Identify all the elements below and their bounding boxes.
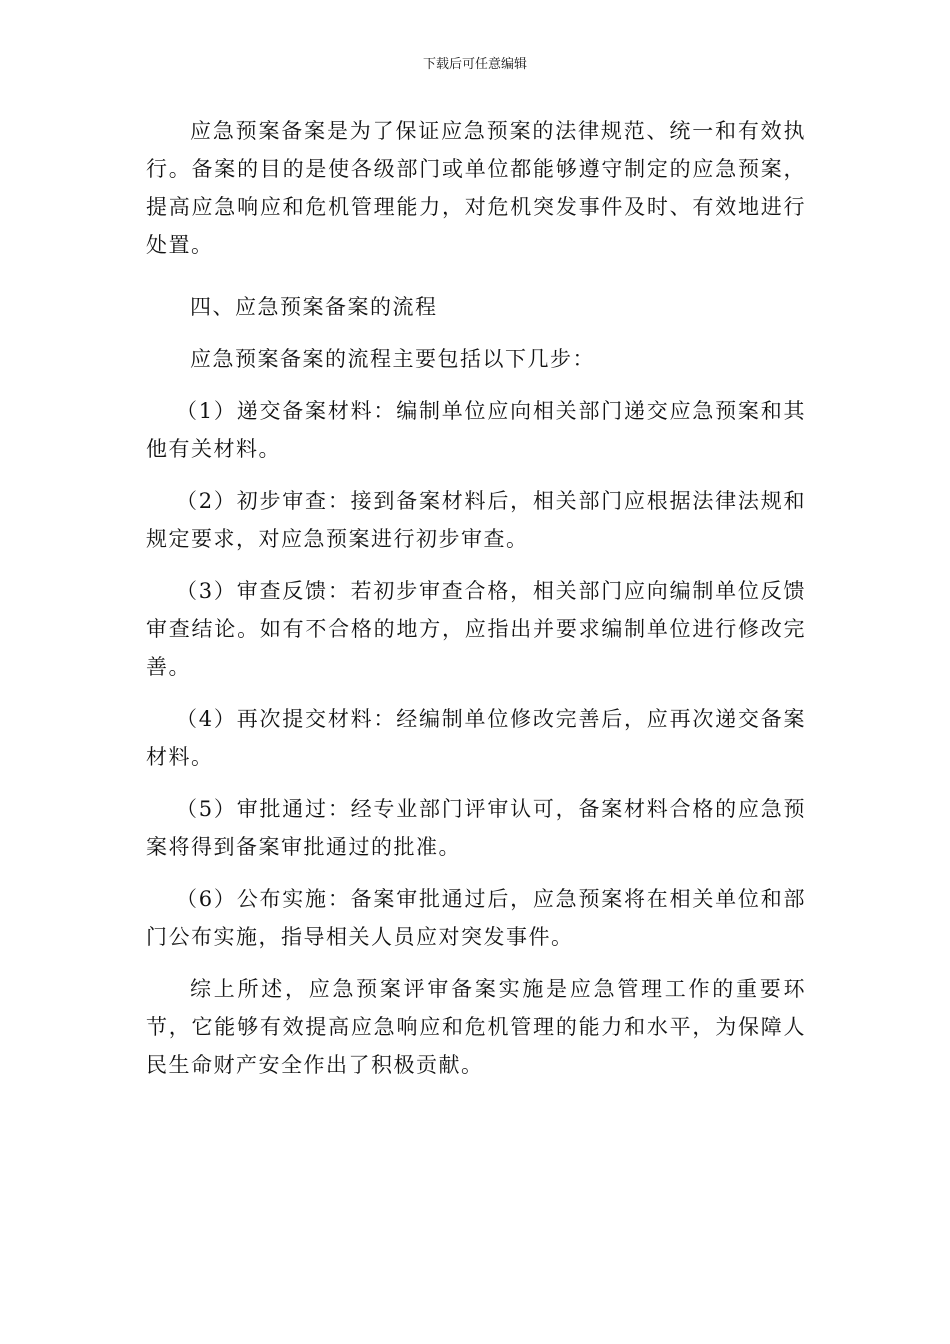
list-item-step-2: （2）初步审查：接到备案材料后，相关部门应根据法律法规和规定要求，对应急预案进行初步审查。 [146, 489, 806, 551]
list-item-step-4: （4）再次提交材料：经编制单位修改完善后，应再次递交备案材料。 [146, 707, 806, 769]
document-body [146, 112, 806, 1098]
section-heading-filing-process: 四、应急预案备案的流程 [190, 295, 438, 319]
paragraph-conclusion: 综上所述，应急预案评审备案实施是应急管理工作的重要环节，它能够有效提高应急响应和危机管理的能力和水平，为保障人民生命财产安全作出了积极贡献。 [146, 977, 806, 1077]
list-item-step-5: （5）审批通过：经专业部门评审认可，备案材料合格的应急预案将得到备案审批通过的批准。 [146, 797, 806, 859]
list-item-step-3: （3）审查反馈：若初步审查合格，相关部门应向编制单位反馈审查结论。如有不合格的地方，应指出并要求编制单位进行修改完善。 [146, 579, 806, 679]
list-item-step-1: （1）递交备案材料：编制单位应向相关部门递交应急预案和其他有关材料。 [146, 399, 806, 461]
paragraph-filing-purpose: 应急预案备案是为了保证应急预案的法律规范、统一和有效执行。备案的目的是使各级部门或单位都能够遵守制定的应急预案，提高应急响应和危机管理能力，对危机突发事件及时、有效地进行处置。 [146, 119, 806, 257]
list-item-step-6: （6）公布实施：备案审批通过后，应急预案将在相关单位和部门公布实施，指导相关人员应对突发事件。 [146, 887, 806, 949]
page-header: 下载后可任意编辑 [422, 57, 527, 72]
paragraph-process-intro: 应急预案备案的流程主要包括以下几步： [190, 347, 595, 371]
